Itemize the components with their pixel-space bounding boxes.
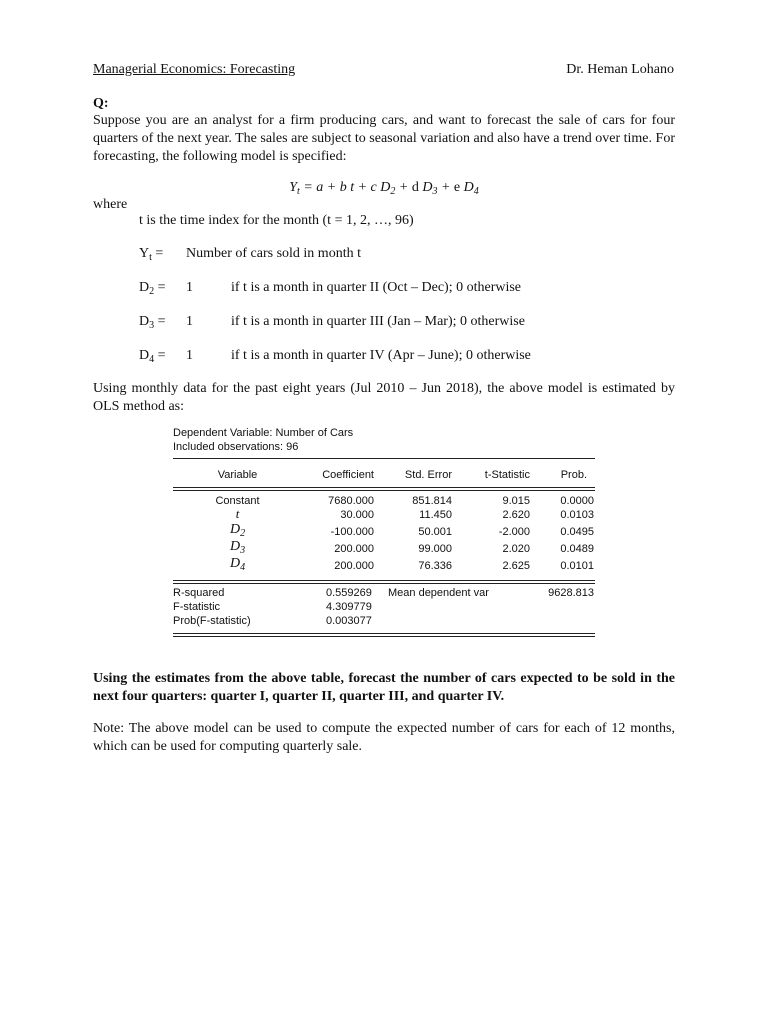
definition-text: if t is a month in quarter IV (Apr – June); 0 otherwise	[231, 348, 531, 363]
definition-text: Number of cars sold in month t	[186, 246, 361, 261]
row-std-error: 851.814	[412, 495, 452, 507]
col-header-variable: Variable	[217, 469, 258, 481]
col-header-std-error: Std. Error	[404, 469, 452, 481]
row-std-error: 76.336	[418, 560, 452, 572]
included-observations: Included observations: 96	[173, 441, 299, 453]
col-header-t-statistic: t-Statistic	[484, 469, 530, 481]
row-variable: $D_4$	[229, 556, 246, 573]
question-intro: Suppose you are an analyst for a firm producing cars, and want to forecast the sale of cars for four quarters of the next year. The sales are subject to seasonal variation and also have a trend over time. For forecasting, the following model is specified:	[93, 113, 675, 164]
row-t-statistic: 2.020	[502, 543, 530, 555]
stat-label-f-statistic: F-statistic	[173, 601, 221, 613]
col-header-coefficient: Coefficient	[322, 469, 374, 481]
row-t-statistic: -2.000	[498, 526, 530, 538]
table-header-rule-2	[173, 490, 595, 491]
note-text: Note: The above model can be used to compute the expected number of cars for each of 12 months, which can be used for computing quarterly sale.	[93, 721, 675, 754]
row-variable: t	[235, 506, 240, 521]
author-name: Dr. Heman Lohano	[566, 62, 674, 77]
row-coefficient: 7680.000	[328, 495, 374, 507]
row-prob: 0.0101	[560, 560, 594, 572]
row-prob: 0.0103	[560, 509, 594, 521]
table-mid-rule-2	[173, 583, 595, 584]
definition-value: 1	[186, 314, 193, 329]
table-top-rule	[173, 458, 595, 459]
where-label: where	[93, 197, 128, 212]
row-variable: $D_3$	[229, 539, 246, 556]
row-std-error: 11.450	[419, 509, 452, 521]
definition-text: if t is a month in quarter III (Jan – Mar); 0 otherwise	[231, 314, 525, 329]
task-instruction: Using the estimates from the above table, forecast the number of cars expected to be sold in the next four quarters: quarter I, quarter II, quarter III, and quarter IV.	[93, 671, 675, 704]
row-coefficient: 200.000	[334, 560, 374, 572]
table-mid-rule-1	[173, 580, 595, 581]
estimation-text: Using monthly data for the past eight years (Jul 2010 – Jun 2018), the above model is estimated by OLS method as:	[93, 381, 675, 414]
definition-symbol: $D_2$ =	[139, 280, 166, 297]
definition-value: 1	[186, 348, 193, 363]
row-variable: Constant	[215, 495, 260, 507]
row-std-error: 50.001	[418, 526, 452, 538]
row-t-statistic: 2.620	[502, 509, 530, 521]
definition-symbol: $D_3$ =	[139, 314, 166, 331]
t-definition: t is the time index for the month (t = 1, 2, …, 96)	[139, 213, 414, 228]
mean-dependent-var-label: Mean dependent var	[388, 587, 489, 599]
row-coefficient: 200.000	[334, 543, 374, 555]
definition-symbol: $Y_t$ =	[139, 246, 164, 263]
row-t-statistic: 9.015	[502, 495, 530, 507]
question-label: Q:	[93, 96, 109, 111]
definition-value: 1	[186, 280, 193, 295]
stat-value-r-squared: 0.559269	[326, 587, 372, 599]
col-header-prob: Prob.	[560, 469, 587, 481]
table-header-rule-1	[173, 487, 595, 488]
dependent-variable: Dependent Variable: Number of Cars	[173, 427, 354, 439]
stat-value-prob-f: 0.003077	[326, 615, 372, 627]
row-variable: $D_2$	[229, 522, 246, 539]
stat-label-prob-f: Prob(F-statistic)	[173, 615, 251, 627]
row-coefficient: 30.000	[340, 509, 374, 521]
row-std-error: 99.000	[418, 543, 452, 555]
row-prob: 0.0495	[560, 526, 594, 538]
model-equation: $Y_t = a + b$ t + c $D_2 + d$ $D_3 + e$ $D_4$	[289, 180, 479, 197]
row-prob: 0.0489	[560, 543, 594, 555]
course-title: Managerial Economics: Forecasting	[93, 62, 296, 77]
row-t-statistic: 2.625	[502, 560, 530, 572]
table-bottom-rule-1	[173, 633, 595, 634]
mean-dependent-var-value: 9628.813	[548, 587, 594, 599]
row-prob: 0.0000	[560, 495, 594, 507]
stat-label-r-squared: R-squared	[173, 587, 225, 599]
stat-value-f-statistic: 4.309779	[326, 601, 372, 613]
table-bottom-rule-2	[173, 636, 595, 637]
definition-symbol: $D_4$ =	[139, 348, 166, 365]
definition-text: if t is a month in quarter II (Oct – Dec); 0 otherwise	[231, 280, 522, 295]
row-coefficient: -100.000	[330, 526, 374, 538]
